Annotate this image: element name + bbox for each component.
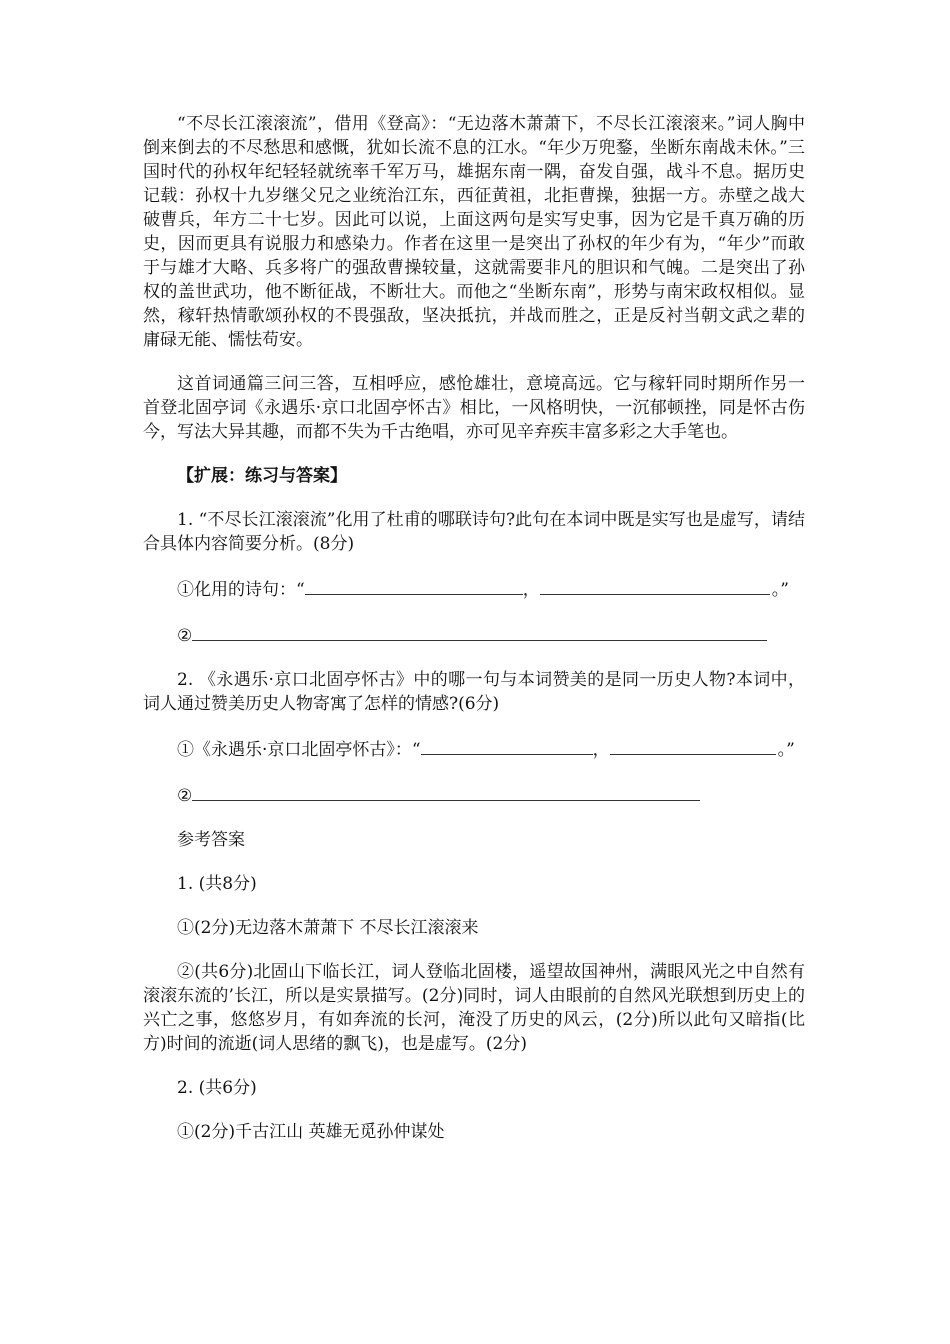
q1-blank-2-cont[interactable] bbox=[762, 576, 770, 595]
paragraph-summary: 这首词通篇三问三答，互相呼应，感怆雄壮，意境高远。它与稼轩同时期所作另一首登北固亭词《永遇乐·京口北固亭怀古》相比，一风格明快，一沉郁顿挫，同是怀古伤今，写法大异其趣，而都不失为千古绝唱，亦可见辛弃疾丰富多彩之大手笔也。 bbox=[143, 374, 805, 442]
question-1: 1. “不尽长江滚滚流”化用了杜甫的哪联诗句?此句在本词中既是实写也是虚写，请结合具体内容简要分析。(8分) bbox=[143, 510, 805, 554]
section-heading: 【扩展：练习与答案】 bbox=[177, 466, 347, 486]
q1-a1-prefix: ①化用的诗句：“ bbox=[177, 580, 305, 600]
q1-blank-2[interactable] bbox=[540, 576, 762, 595]
document-page bbox=[143, 112, 805, 1164]
q1-comma: ， bbox=[522, 580, 540, 600]
answers-title: 参考答案 bbox=[177, 830, 245, 850]
question-1-answer-2 bbox=[143, 622, 805, 648]
question-2-answer-2 bbox=[143, 782, 805, 808]
answer-1-head: 1. (共8分) bbox=[177, 874, 257, 894]
question-1-answer-1 bbox=[143, 576, 805, 602]
q1-a2-prefix: ② bbox=[177, 626, 193, 646]
question-2-answer-1 bbox=[143, 736, 805, 762]
q1-blank-1[interactable] bbox=[305, 576, 523, 595]
q2-blank-2[interactable] bbox=[610, 736, 732, 755]
q2-a1-prefix: ①《永遇乐·京口北固亭怀古》：“ bbox=[177, 740, 421, 760]
q2-comma: ， bbox=[592, 740, 610, 760]
question-2: 2. 《永遇乐·京口北固亭怀古》中的哪一句与本词赞美的是同一历史人物?本词中，词人通过赞美历史人物寄寓了怎样的情感?(6分) bbox=[143, 670, 805, 714]
answer-1-part-2: ②(共6分)北固山下临长江，词人登临北固楼，遥望故国神州，满眼风光之中自然有滚滚东流的’长江，所以是实景描写。(2分)同时，词人由眼前的自然风光联想到历史上的兴亡之事，悠悠岁月，有如奔流的长河，淹没了历史的风云，(2分)所以此句又暗指(比方)时间的流逝(词人思绪的飘飞)，也是虚写。(2分) bbox=[143, 962, 805, 1054]
answer-1-part-1: ①(2分)无边落木萧萧下 不尽长江滚滚来 bbox=[177, 918, 479, 938]
answer-2-part-1: ①(2分)千古江山 英雄无觅孙仲谋处 bbox=[177, 1122, 445, 1142]
q1-blank-3[interactable] bbox=[192, 622, 767, 641]
q2-blank-1[interactable] bbox=[421, 736, 593, 755]
q2-a2-prefix: ② bbox=[177, 786, 193, 806]
q2-a1-suffix: 。” bbox=[777, 740, 795, 760]
q2-blank-3[interactable] bbox=[192, 782, 700, 801]
answer-2-head: 2. (共6分) bbox=[177, 1078, 257, 1098]
paragraph-analysis: “不尽长江滚滚流”，借用《登高》：“无边落木萧萧下，不尽长江滚滚来。”词人胸中倒来倒去的不尽愁思和感慨，犹如长流不息的江水。“年少万兜鍪，坐断东南战未休。”三国时代的孙权年纪轻轻就统率千军万马，雄据东南一隅，奋发自强，战斗不息。据历史记载：孙权十九岁继父兄之业统治江东，西征黄祖，北拒曹操，独据一方。赤壁之战大破曹兵，年方二十七岁。因此可以说，上面这两句是实写史事，因为它是千真万确的历史，因而更具有说服力和感染力。作者在这里一是突出了孙权的年少有为，“年少”而敢于与雄才大略、兵多将广的强敌曹操较量，这就需要非凡的胆识和气魄。二是突出了孙权的盖世武功，他不断征战，不断壮大。而他之“坐断东南”，形势与南宋政权相似。显然，稼轩热情歌颂孙权的不畏强敌，坚决抵抗，并战而胜之，正是反衬当朝文武之辈的庸碌无能、懦怯苟安。 bbox=[143, 114, 805, 350]
q1-a1-suffix: 。” bbox=[771, 580, 789, 600]
q2-blank-2-cont[interactable] bbox=[732, 736, 776, 755]
